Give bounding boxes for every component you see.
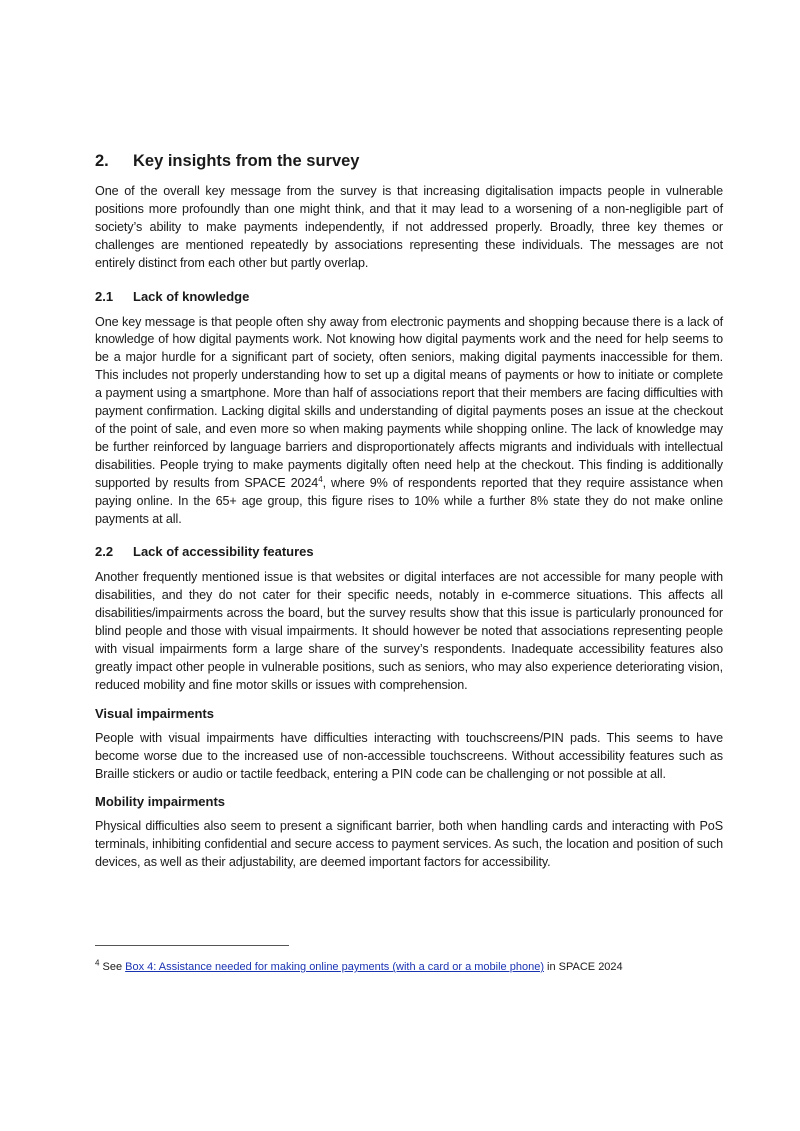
knowledge-paragraph: [95, 314, 723, 529]
subsection-heading-knowledge: [95, 288, 723, 306]
footnote-mark: 4: [95, 958, 100, 968]
footnote: [95, 960, 735, 974]
subsection-title: Lack of accessibility features: [133, 544, 314, 560]
footnote-reference[interactable]: 4: [318, 474, 323, 484]
section-title: Key insights from the survey: [133, 152, 360, 170]
section-intro-paragraph: One of the overall key message from the survey is that increasing digitalisation impacts people in vulnerable positions more profoundly than one might think, and that it may lead to a worsening of a non-negligible part of society’s ability to make payments independently, if not addressed properly. Broadly, three key themes or challenges are mentioned repeatedly by associations representing these individuals. The messages are not entirely distinct from each other but partly overlap.: [95, 184, 723, 270]
mobility-impairments-heading: Mobility impairments: [95, 794, 226, 810]
subsection-number: 2.2: [95, 544, 114, 560]
section-heading: [95, 150, 723, 172]
visual-impairments-paragraph: People with visual impairments have difficulties interacting with touchscreens/PIN pads. This seems to have become worse due to the increased use of non-accessible touchscreens. Without accessibility features such as Braille stickers or audio or tactile feedback, entering a PIN code can be challenging or not possible at all.: [95, 730, 723, 781]
footnote-divider: [95, 945, 289, 946]
subsection-number: 2.1: [95, 288, 114, 304]
footnote-link[interactable]: Box 4: Assistance needed for making online payments (with a card or a mobile phone): [125, 961, 544, 973]
subsection-heading-accessibility: [95, 543, 723, 561]
knowledge-text-part2: , where 9% of respondents reported that they require assistance when paying online. In the 65+ age group, this figure rises to 10% while a further 8% state they do not make online payments at all.: [95, 475, 723, 526]
footnote-suffix: in SPACE 2024: [543, 961, 623, 973]
subsection-title: Lack of knowledge: [133, 288, 250, 304]
mobility-impairments-paragraph: Physical difficulties also seem to present a significant barrier, both when handling cards and interacting with PoS terminals, inhibiting confidential and secure access to payment services. As such, the location and position of such devices, as well as their adjustability, are deemed important factors for accessibility.: [95, 819, 723, 870]
section-number: 2.: [95, 152, 109, 170]
main-content: [95, 150, 723, 878]
footnote-prefix: See: [99, 961, 126, 973]
knowledge-text-part1: One key message is that people often shy away from electronic payments and shopping because there is a lack of knowledge of how digital payments work. Not knowing how digital payments work and the need for help seems to be a major hurdle for a significant part of society, often seniors, making digital payments inaccessible for them. This includes not properly understanding how to set up a digital means of payments or how to initiate or complete a payment using a smartphone. More than half of associations report that their members are facing difficulties with payment confirmation. Lacking digital skills and understanding of digital payments poses an issue at the checkout of the point of sale, and even more so when making payments while shopping online. The lack of knowledge may be further reinforced by language barriers and disproportionately affects migrants and individuals with intellectual disabilities. People trying to make payments digitally often need help at the checkout. This finding is additionally supported by results from SPACE 2024: [95, 314, 723, 490]
visual-impairments-heading: Visual impairments: [95, 705, 214, 721]
accessibility-paragraph: Another frequently mentioned issue is that websites or digital interfaces are not accessible for many people with disabilities, and they do not cater for their specific needs, notably in e-commerce situations. This affects all disabilities/impairments across the board, but the survey results show that this issue is particularly pronounced for blind people and those with visual impairments. It should however be noted that associations representing people with visual impairments form a large share of the survey’s respondents. Inadequate accessibility features also greatly impact other people in vulnerable positions, such as seniors, who may also experience deteriorating vision, reduced mobility and fine motor skills or issues with comprehension.: [95, 570, 723, 692]
